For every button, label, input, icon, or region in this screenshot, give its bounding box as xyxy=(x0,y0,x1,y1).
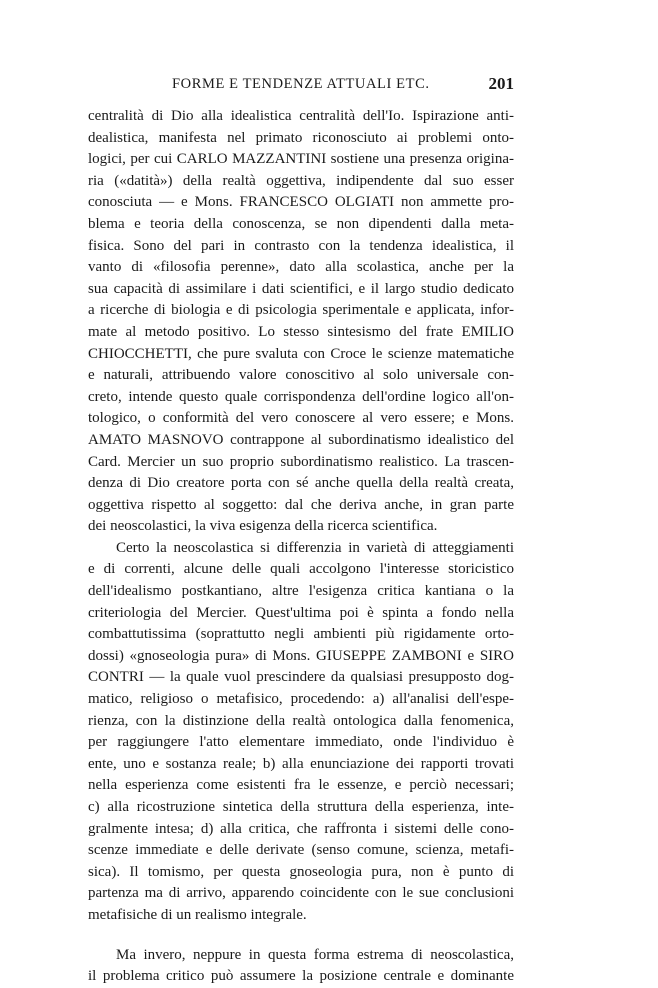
text-line: ria («datità») della realtà oggettiva, indipendente dal suo esser xyxy=(88,172,514,189)
paragraph-2 xyxy=(88,538,514,927)
text-line: conosciuta — e Mons. FRANCESCO OLGIATI non ammette pro- xyxy=(88,194,514,211)
text-line: sica). Il tomismo, per questa gnoseologia pura, non è punto di xyxy=(88,863,514,880)
paragraph-gap xyxy=(88,927,514,945)
text-line: AMATO MASNOVO contrappone al subordinatismo idealistico del xyxy=(88,431,514,448)
text-line: per raggiungere l'atto elementare immediato, onde l'individuo è xyxy=(88,734,514,751)
text-line: centralità di Dio alla idealistica centralità dell'Io. Ispirazione anti- xyxy=(88,108,514,124)
text-line: scenze immediate e delle derivate (senso comune, scienza, metafi- xyxy=(88,842,514,859)
text-line: vanto di «filosofia perenne», dato alla scolastica, anche per la xyxy=(88,259,514,276)
text-line: sua capacità di assimilare i dati scientifici, e il largo studio dedicato xyxy=(88,280,514,297)
text-line: gralmente intesa; d) alla critica, che raffronta i sistemi delle cono- xyxy=(88,820,514,837)
text-line: oggettiva rispetto al soggetto: dal che deriva anche, in gran parte xyxy=(88,496,514,513)
text-line: ente, uno e sostanza reale; b) alla enunciazione dei rapporti trovati xyxy=(88,755,514,772)
page-header xyxy=(88,74,514,96)
text-line: combattutissima (soprattutto negli ambienti più rigidamente orto- xyxy=(88,626,514,643)
running-title: FORME E TENDENZE ATTUALI ETC. xyxy=(172,76,430,92)
paragraph-3 xyxy=(88,945,514,988)
text-line: a ricerche di biologia e di psicologia sperimentale e applicata, infor- xyxy=(88,302,514,319)
text-line: rienza, con la distinzione della realtà ontologica dalla fenomenica, xyxy=(88,712,514,729)
body-text xyxy=(88,106,514,988)
paragraph-1 xyxy=(88,106,514,538)
text-line: dell'idealismo postkantiano, altre l'esigenza critica kantiana o la xyxy=(88,583,514,600)
page-number: 201 xyxy=(488,74,514,93)
text-line: dei neoscolastici, la viva esigenza della ricerca scientifica. xyxy=(88,518,438,535)
text-line: logici, per cui CARLO MAZZANTINI sostiene una presenza origina- xyxy=(88,151,514,168)
text-line: CONTRI — la quale vuol prescindere da qualsiasi presupposto dog- xyxy=(88,669,514,686)
text-line: c) alla ricostruzione sintetica della struttura della esperienza, inte- xyxy=(88,799,514,815)
text-line: blema e teoria della conoscenza, se non dipendenti dalla meta- xyxy=(88,215,514,232)
text-line: il problema critico può assumere la posizione centrale e dominante xyxy=(88,968,514,985)
text-line: Ma invero, neppure in questa forma estrema di neoscolastica, xyxy=(116,946,514,963)
text-line: nella esperienza come esistenti fra le essenze, e perciò necessari; xyxy=(88,777,514,794)
text-line: matico, religioso o metafisico, procedendo: a) all'analisi dell'espe- xyxy=(88,691,514,708)
text-line: Card. Mercier un suo proprio subordinatismo realistico. La trascen- xyxy=(88,453,514,470)
text-line: dealistica, manifesta nel primato riconosciuto ai problemi onto- xyxy=(88,129,514,146)
text-line: creto, intende questo quale corrispondenza dell'ordine logico all'on- xyxy=(88,388,514,405)
text-line: fisica. Sono del pari in contrasto con la tendenza idealistica, il xyxy=(88,237,514,254)
text-line: tologico, o conformità del vero conoscere al vero essere; e Mons. xyxy=(88,410,514,427)
text-line: e naturali, attribuendo valore conoscitivo al solo universale con- xyxy=(88,367,514,384)
text-line: mate al metodo positivo. Lo stesso sintesismo del frate EMILIO xyxy=(88,323,514,340)
text-line: partenza ma di arrivo, apparendo coincidente con le sue conclusioni xyxy=(88,885,514,902)
text-line: e di correnti, alcune delle quali accolgono l'interesse storicistico xyxy=(88,561,514,578)
text-line: CHIOCCHETTI, che pure svaluta con Croce le scienze matematiche xyxy=(88,345,514,362)
text-line: dossi) «gnoseologia pura» di Mons. GIUSEPPE ZAMBONI e SIRO xyxy=(88,647,514,664)
text-line: denza di Dio creatore porta con sé anche quella della realtà creata, xyxy=(88,475,514,492)
text-line: Certo la neoscolastica si differenzia in varietà di atteggiamenti xyxy=(116,539,514,556)
text-line: metafisiche di un realismo integrale. xyxy=(88,906,307,923)
text-line: criteriologia del Mercier. Quest'ultima poi è spinta a fondo nella xyxy=(88,604,514,621)
